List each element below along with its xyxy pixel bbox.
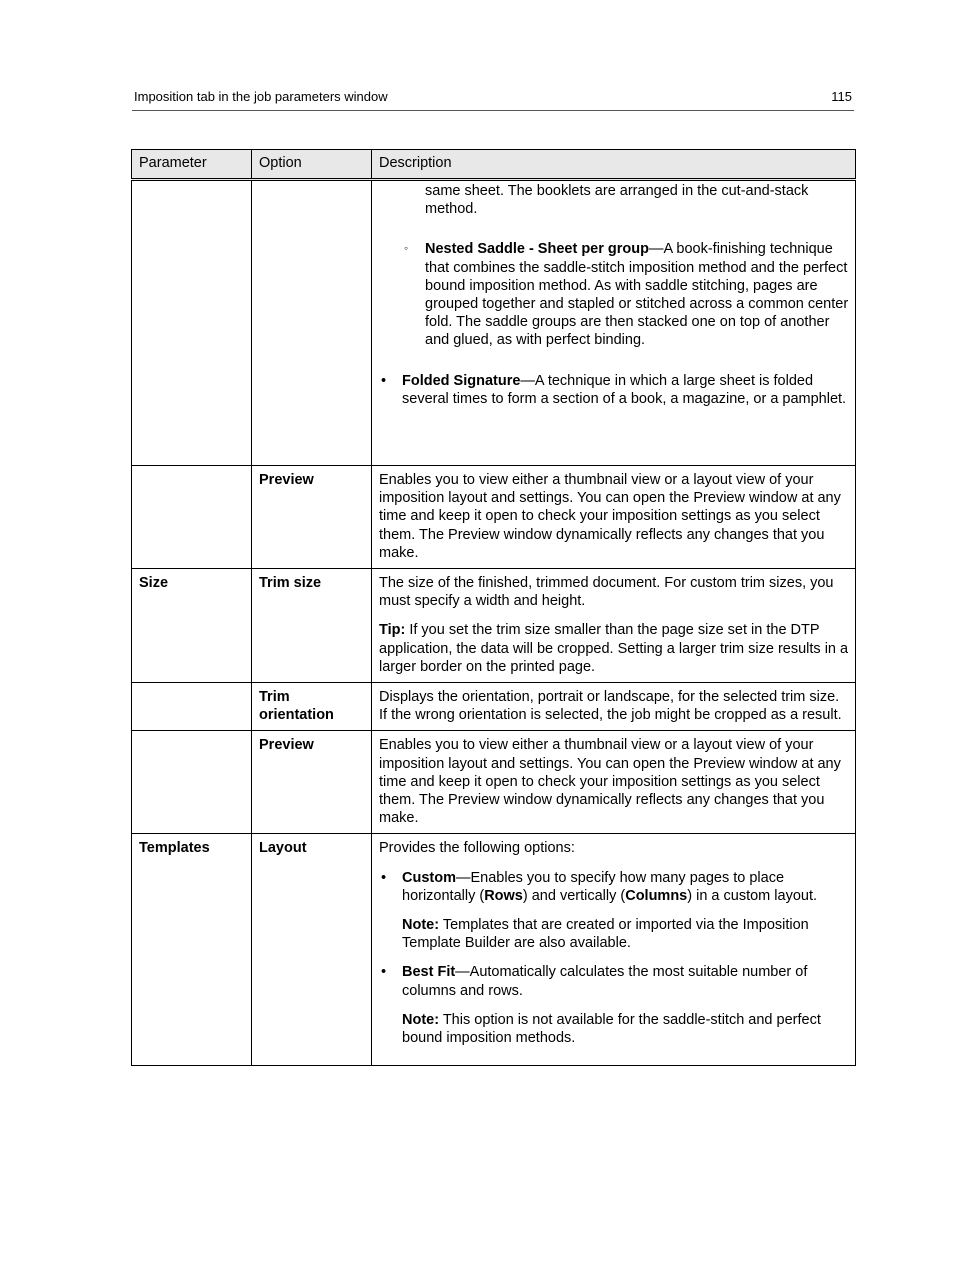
description-cell	[372, 834, 856, 1066]
option-cell: Trim orientation	[252, 683, 372, 731]
note-text	[379, 1011, 849, 1047]
option-cell: Preview	[252, 466, 372, 569]
term-description: —A technique in which a large sheet is folded several times to form a section of a book, a magazine, or a pamphlet.	[402, 372, 847, 407]
term-description: —Automatically calculates the most suitable number of columns and rows.	[402, 964, 808, 999]
table-row	[132, 683, 856, 731]
column-header-parameter: Parameter	[132, 150, 252, 180]
note-body: Templates that are created or imported via the Imposition Template Builder are also available.	[402, 917, 809, 952]
term-description: —A book-finishing technique that combines the saddle-stitch imposition method and the perfect bound imposition method. As with saddle stitching, pages are grouped together and stapled or stitched across a common center fold. The saddle groups are then stacked one on top of another and glued, as with perfect binding.	[425, 241, 849, 349]
parameters-table	[131, 149, 856, 1066]
parameter-cell: Size	[132, 569, 252, 683]
bullet-icon: •	[381, 869, 387, 886]
term: Nested Saddle - Sheet per group	[425, 241, 649, 258]
description-cell	[372, 569, 856, 683]
rows-term: Rows	[484, 887, 523, 904]
list-item	[379, 963, 849, 999]
tip-body: If you set the trim size smaller than the page size set in the DTP application, the data will be cropped. Setting a larger trim size results in a larger border on the printed page.	[379, 622, 849, 675]
term: Custom	[402, 869, 456, 886]
option-cell	[252, 180, 372, 466]
note-text	[379, 916, 849, 952]
note-label: Note:	[402, 1011, 440, 1028]
bullet-icon: •	[381, 964, 387, 981]
intro-text: Provides the following options:	[379, 840, 575, 857]
term: Best Fit	[402, 964, 456, 981]
description-cell: Enables you to view either a thumbnail view or a layout view of your imposition layout and settings. You can open the Preview window at any time and keep it open to check your imposition settings as you select them. The Preview window dynamically reflects any changes that you make.	[372, 466, 856, 569]
table-row	[132, 569, 856, 683]
column-header-description: Description	[372, 150, 856, 180]
table-row	[132, 180, 856, 466]
list-item	[379, 372, 849, 408]
page-number: 115	[831, 89, 852, 104]
option-cell: Layout	[252, 834, 372, 1066]
sub-bullet-icon: ◦	[404, 241, 409, 256]
term-description: —Enables you to specify how many pages to place horizontally (	[402, 869, 785, 904]
table-row	[132, 834, 856, 1066]
parameter-cell	[132, 683, 252, 731]
term-description: ) and vertically (	[522, 887, 626, 904]
table-header-row	[132, 150, 856, 180]
column-header-option: Option	[252, 150, 372, 180]
continued-text: same sheet. The booklets are arranged in the cut-and-stack method.	[425, 183, 809, 218]
page-header	[132, 88, 854, 111]
term: Folded Signature	[402, 372, 521, 389]
description-cell: Enables you to view either a thumbnail view or a layout view of your imposition layout and settings. You can open the Preview window at any time and keep it open to check your imposition settings as you select them. The Preview window dynamically reflects any changes that you make.	[372, 731, 856, 834]
bullet-icon: •	[381, 372, 387, 389]
columns-term: Columns	[625, 887, 688, 904]
tip-text	[379, 621, 849, 676]
description-cell: Displays the orientation, portrait or landscape, for the selected trim size. If the wrong orientation is selected, the job might be cropped as a result.	[372, 683, 856, 731]
note-label: Note:	[402, 917, 440, 934]
description-cell	[372, 180, 856, 466]
parameter-cell	[132, 180, 252, 466]
description-text: The size of the finished, trimmed document. For custom trim sizes, you must specify a width and height.	[379, 575, 834, 610]
parameter-cell: Templates	[132, 834, 252, 1066]
list-item	[379, 869, 849, 905]
term-description: ) in a custom layout.	[687, 887, 817, 904]
parameter-cell	[132, 731, 252, 834]
tip-label: Tip:	[379, 622, 406, 639]
table-row	[132, 731, 856, 834]
note-body: This option is not available for the saddle-stitch and perfect bound imposition methods.	[402, 1011, 821, 1047]
parameter-cell	[132, 466, 252, 569]
table-row	[132, 466, 856, 569]
option-cell: Trim size	[252, 569, 372, 683]
section-title: Imposition tab in the job parameters window	[134, 89, 388, 104]
list-item	[379, 240, 849, 349]
option-cell: Preview	[252, 731, 372, 834]
